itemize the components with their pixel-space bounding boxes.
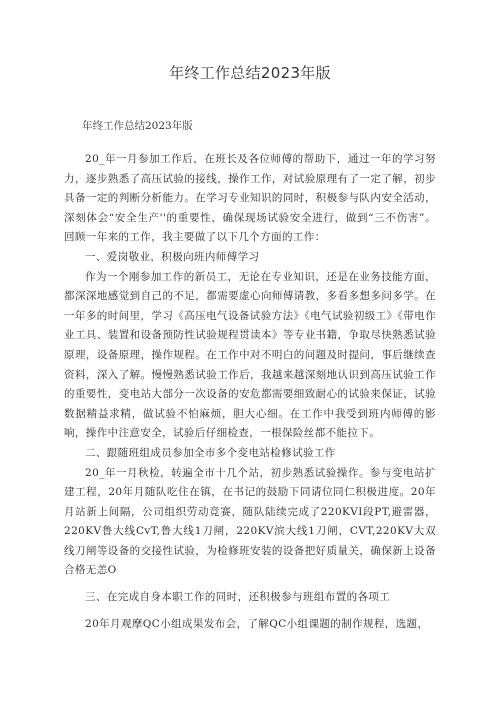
section-heading-1: 一、爱岗敬业，积极向班内师傅学习 (85, 250, 260, 263)
section-heading-2: 二、跟随班组成员参加全市多个变电站检修试验工作 (85, 446, 336, 459)
section-1-paragraph: 作为一个刚参加工作的新员工，无论在专业知识，还是在业务技能方面，都深深地感觉到自己的不足，都需要虚心向师傅请教，多看多想多问多学。在一年多的时间里，学习《高压电气设备试验方法》《电气试验初级工》《带电作业工具、装置和设备预防性试验规程贯读本》等专业书籍，争取尽快熟悉试验原理，设备原理，操作规程。在工作中对不明白的问题及时提问，事后继续查资料，深入了解。慢慢熟悉试验工作后，我越来越深刻地认识到高压试验工作的重要性，变电站大部分一次设备的安危都需要细致耐心的试验来保证，试验数据精益求精，做试验不怕麻烦，胆大心细。在工作中我受到班内师傅的影响，操作中注意安全，试验后仔细检查，一根保险丝都不能拉下。 (64, 270, 436, 440)
document-body (64, 118, 436, 634)
document-title: 年终工作总结2023年版 (169, 64, 331, 82)
section-heading-3: 三、在完成自身本职工作的同时，还积极参与班组布置的各项工 (85, 591, 391, 604)
section-2-paragraph: 20_年一月秋检，转遍全市十几个站，初步熟悉试验操作。参与变电站扩建工程，20年月随队吃住在镇，在书记的鼓励下同请位同仁积极进度。20年月站新上间隔，公司组织劳动竞赛，随队陆续完成了220KVI段PT,避雷器，220KV鲁大线CvT,鲁大线1刀闸，220KV滨大线1刀闸，CVT,220KV大双线刀闸等设备的交接性试验，为检修班安装的设备把好质量关，确保新上设备合格无恙O (64, 466, 436, 577)
intro-paragraph: 20_年一月参加工作后，在班长及各位师傅的帮助下，通过一年的学习努力，逐步熟悉了高压试验的接线，操作工作，对试验原理有了一定了解，初步具备一定的判断分析能力。在学习专业知识的同时，积极参与队内安全活动，深刻体会“安全生产''的重要性，确保现场试验安全进行，做到“三不伤害”。回顾一年来的工作，我主要做了以下几个方面的工作： (64, 153, 436, 244)
section-3-paragraph: 20年月观摩QC小组成果发布会，了解QC小组课题的制作规程，选题， (85, 617, 429, 630)
document-subtitle: 年终工作总结2023年版 (82, 120, 193, 132)
